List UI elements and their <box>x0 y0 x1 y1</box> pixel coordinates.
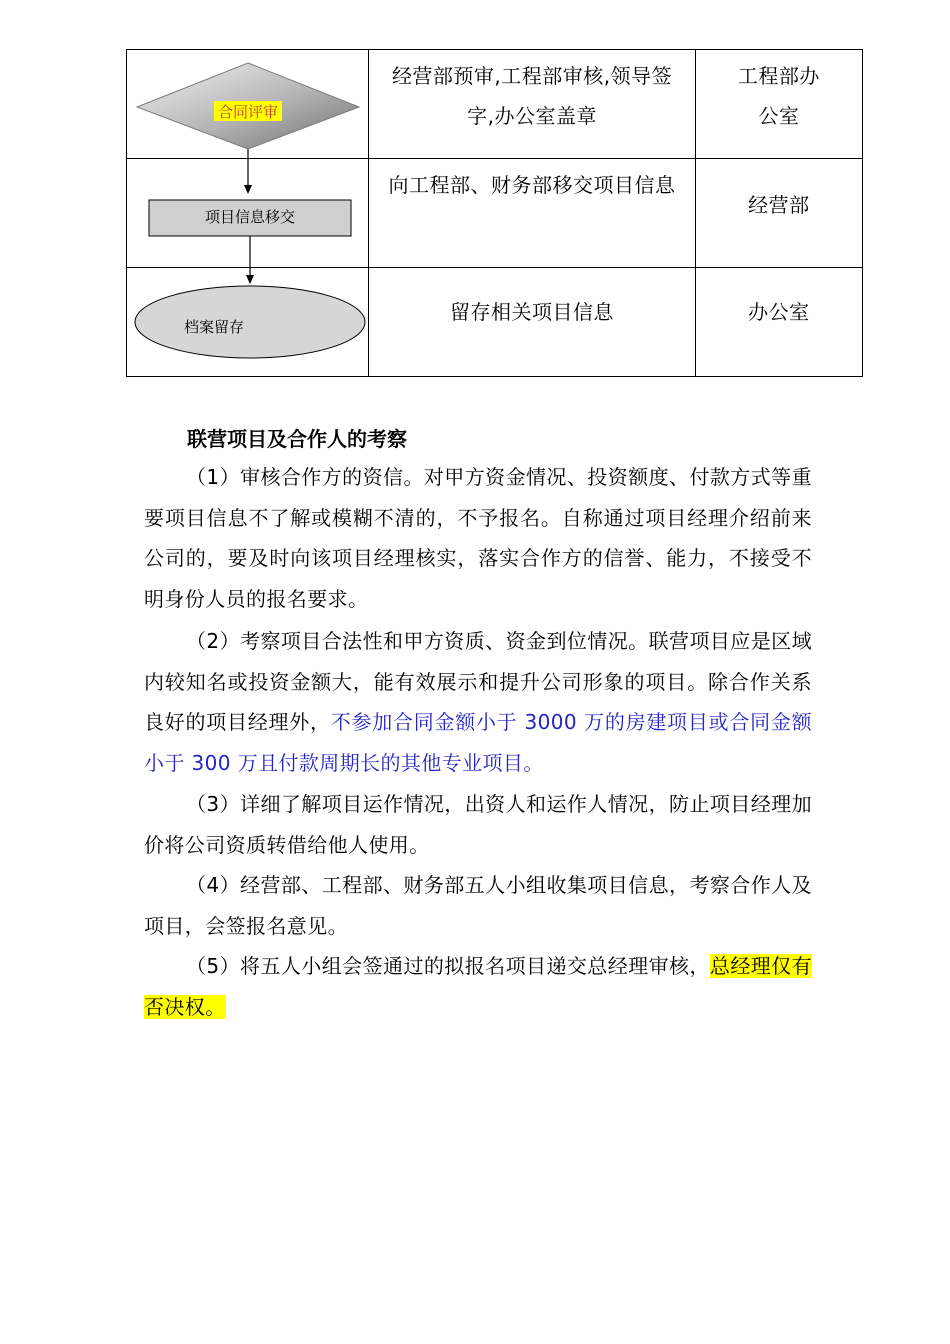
paragraph <box>144 946 812 1027</box>
paragraph <box>144 784 812 865</box>
paragraph <box>144 621 812 784</box>
paragraph-text: （2）考察项目合法性和甲方资质、资金到位情况。联营项目应是区域内较知名或投资金额大，能有效展示和提升公司形象的项目。除合作关系良好的项目经理外， <box>144 629 812 735</box>
paragraph-text: （5）将五人小组会签通过的拟报名项目递交总经理审核， <box>186 954 710 978</box>
ellipse-node <box>135 286 365 358</box>
paragraph <box>144 457 812 620</box>
paragraph-highlight: 总经理仅有否决权。 <box>144 954 813 1019</box>
ellipse-label: 档案留存 <box>183 318 245 336</box>
paragraph-text: （1）审核合作方的资信。对甲方资金情况、投资额度、付款方式等重要项目信息不了解或模糊不清的，不予报名。自称通过项目经理介绍前来公司的，要及时向该项目经理核实，落实合作方的信誉、能力，不接受不明身份人员的报名要求。 <box>144 465 812 612</box>
flowchart <box>0 0 950 400</box>
row-description: 向工程部、财务部移交项目信息 <box>388 173 676 197</box>
paragraph-text: （3）详细了解项目运作情况，出资人和运作人情况，防止项目经理加价将公司资质转借给他人使用。 <box>144 792 812 857</box>
row-description: 经营部预审,工程部审核,领导签字,办公室盖章 <box>391 64 673 128</box>
row-description: 留存相关项目信息 <box>450 300 615 324</box>
diamond-label: 合同评审 <box>217 103 279 121</box>
paragraph-text: （4）经营部、工程部、财务部五人小组收集项目信息，考察合作人及项目，会签报名意见。 <box>144 873 812 938</box>
row-department: 工程部办公室 <box>737 64 820 128</box>
paragraph <box>144 865 812 946</box>
rectangle-label: 项目信息移交 <box>204 208 296 226</box>
row-department: 办公室 <box>748 300 810 324</box>
section-heading: 联营项目及合作人的考察 <box>187 427 407 451</box>
paragraph-emphasis-blue: 不参加合同金额小于 3000 万的房建项目或合同金额小于 300 万且付款周期长的其他专业项目。 <box>144 710 812 776</box>
row-department: 经营部 <box>748 193 810 217</box>
